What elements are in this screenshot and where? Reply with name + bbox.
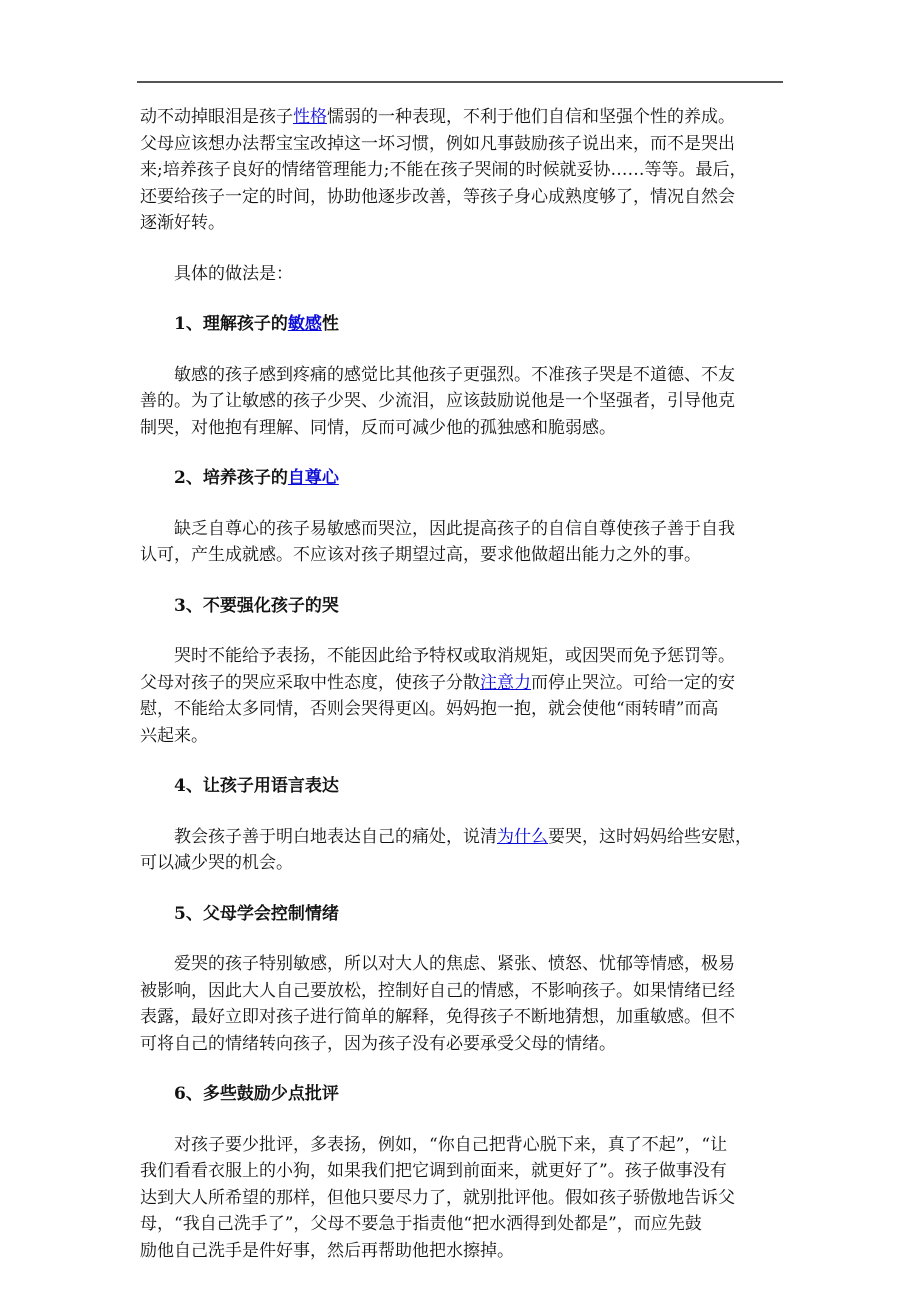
text-line: 对孩子要少批评，多表扬，例如，“你自己把背心脱下来，真了不起”，“让 (174, 1134, 728, 1155)
header-rule (137, 81, 783, 83)
heading-text: 1、理解孩子的 (174, 314, 288, 334)
methods-intro: 具体的做法是： (174, 263, 293, 284)
text: 动不动掉眼泪是孩子 (140, 107, 293, 127)
text-line: 爱哭的孩子特别敏感，所以对大人的焦虑、紧张、愤怒、忧郁等情感，极易 (174, 954, 735, 974)
text-line: 缺乏自尊心的孩子易敏感而哭泣，因此提高孩子的自信自尊使孩子善于自我 (174, 518, 735, 539)
text-line: 哭时不能给予表扬，不能因此给予特权或取消规矩，或因哭而免予惩罚等。 (174, 646, 735, 666)
text: 而停止哭泣。可给一定的安 (531, 672, 735, 693)
text: 父母对孩子的哭应采取中性态度，使孩子分散 (140, 672, 480, 693)
text-line: 慰，不能给太多同情，否则会哭得更凶。妈妈抱一抱，就会使他“雨转晴”而高 (140, 699, 719, 719)
text: 教会孩子善于明白地表达自己的痛处，说清 (174, 826, 497, 847)
section-6-heading: 6、多些鼓励少点批评 (174, 1084, 339, 1104)
text-line: 认可，产生成就感。不应该对孩子期望过高，要求他做超出能力之外的事。 (140, 545, 701, 565)
section-1-heading (140, 311, 788, 338)
text-line: 逐渐好转。 (140, 213, 225, 233)
text-line: 被影响，因此大人自己要放松，控制好自己的情感，不影响孩子。如果情绪已经 (140, 980, 735, 1001)
text-line: 还要给孩子一定的时间，协助他逐步改善，等孩子身心成熟度够了，情况自然会 (140, 186, 735, 207)
text-line: 达到大人所希望的那样，但他只要尽力了，就别批评他。假如孩子骄傲地告诉父 (140, 1187, 735, 1208)
link-mingan[interactable]: 敏感 (287, 314, 322, 334)
heading-text: 性 (321, 314, 339, 334)
text-line: 可将自己的情绪转向孩子，因为孩子没有必要承受父母的情绪。 (140, 1033, 616, 1054)
section-3-heading: 3、不要强化孩子的哭 (174, 595, 339, 616)
section-2-heading (140, 465, 788, 492)
section-6-paragraph (140, 1132, 788, 1265)
heading-text: 2、培养孩子的 (174, 468, 288, 488)
link-zizunxin[interactable]: 自尊心 (287, 468, 339, 488)
link-zhuyili[interactable]: 注意力 (480, 672, 531, 693)
text-line: 敏感的孩子感到疼痛的感觉比其他孩子更强烈。不准孩子哭是不道德、不友 (174, 364, 735, 385)
text-line: 母，“我自己洗手了”，父母不要急于指责他“把水洒得到处都是”，而应先鼓 (140, 1214, 702, 1234)
text-line: 励他自己洗手是件好事，然后再帮助他把水擦掉。 (140, 1240, 514, 1261)
text-line: 兴起来。 (140, 725, 208, 746)
text-line: 来;培养孩子良好的情绪管理能力;不能在孩子哭闹的时候就妥协……等等。最后， (140, 160, 747, 180)
section-1-paragraph (140, 362, 788, 442)
text-line: 表露，最好立即对孩子进行简单的解释，免得孩子不断地猜想，加重敏感。但不 (140, 1007, 735, 1027)
text-line: 父母应该想办法帮宝宝改掉这一坏习惯，例如凡事鼓励孩子说出来，而不是哭出 (140, 133, 735, 154)
section-5-paragraph (140, 951, 788, 1057)
text-line: 善的。为了让敏感的孩子少哭、少流泪，应该鼓励说他是一个坚强者，引导他克 (140, 391, 735, 411)
section-3-paragraph (140, 643, 788, 749)
text: 要哭，这时妈妈给些安慰， (548, 826, 752, 847)
text-line: 制哭，对他抱有理解、同情，反而可减少他的孤独感和脆弱感。 (140, 417, 616, 438)
section-2-paragraph (140, 516, 788, 569)
link-xingge[interactable]: 性格 (293, 107, 327, 127)
text-line: 我们看看衣服上的小狗，如果我们把它调到前面来，就更好了”。孩子做事没有 (140, 1161, 727, 1181)
link-weishenme[interactable]: 为什么 (497, 826, 548, 847)
section-5-heading: 5、父母学会控制情绪 (174, 903, 339, 924)
text-line: 可以减少哭的机会。 (140, 853, 293, 873)
section-4-heading: 4、让孩子用语言表达 (174, 776, 339, 796)
section-4-paragraph (140, 824, 788, 877)
article-body (140, 104, 788, 1264)
intro-paragraph (140, 104, 788, 237)
text: 懦弱的一种表现，不利于他们自信和坚强个性的养成。 (327, 107, 735, 127)
